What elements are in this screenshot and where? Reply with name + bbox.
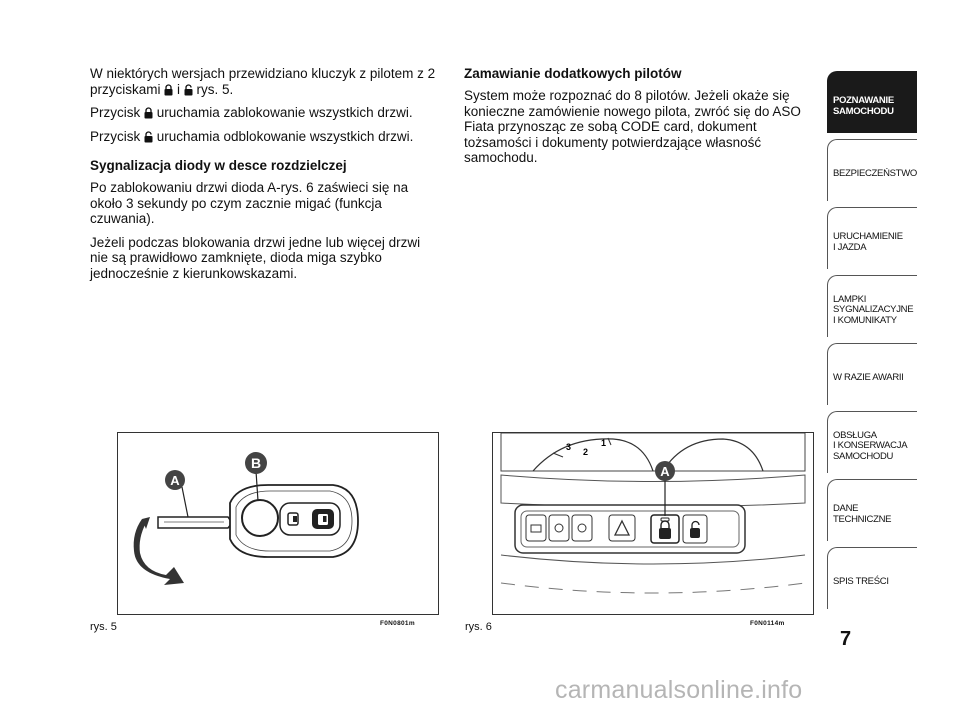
- paragraph-remotes: System może rozpoznać do 8 pilotów. Jeżeli okaże się konieczne zamówienie nowego pilota, zwróć się do ASO Fiata przynosząc ze sobą CODE card, dokument tożsamości i dokumenty potwierdzające własność samochodu.: [464, 88, 801, 165]
- chapter-tab-label: POZNAWANIE SAMOCHODU: [833, 95, 894, 117]
- figure-code: F0N0801m: [380, 620, 415, 627]
- figure-dashboard-switches: [492, 432, 814, 615]
- section-heading-led: Sygnalizacja diody w desce rozdzielczej: [90, 158, 347, 173]
- chapter-tab-8[interactable]: [827, 547, 917, 609]
- callout-b: B: [250, 455, 262, 471]
- paragraph-key-intro: W niektórych wersjach przewidziano kluczyk z pilotem z 2 przyciskami i rys. 5.: [90, 66, 436, 97]
- figure-caption: rys. 5: [90, 621, 117, 633]
- chapter-tab-2[interactable]: [827, 139, 917, 201]
- figure-key-remote: [117, 432, 439, 615]
- right-column: [464, 66, 814, 174]
- chapter-tab-label: URUCHAMIENIE I JAZDA: [833, 231, 903, 253]
- chapter-tab-7[interactable]: [827, 479, 917, 541]
- paragraph-lock-button: Przycisk uruchamia zablokowanie wszystkich drzwi.: [90, 105, 413, 120]
- dial-number-1: 1: [601, 438, 607, 448]
- section-heading-remotes: Zamawianie dodatkowych pilotów: [464, 66, 682, 81]
- chapter-tab-label: SPIS TREŚCI: [833, 576, 889, 588]
- switch-rear-defrost: [526, 515, 546, 541]
- hazard-switch: [609, 515, 635, 541]
- dial-number-2: 2: [583, 447, 589, 457]
- key-remote-illustration: [118, 433, 438, 614]
- chapter-tab-label: W RAZIE AWARII: [833, 372, 904, 384]
- figure-caption: rys. 6: [465, 621, 492, 633]
- padlock-open-icon: [184, 84, 193, 96]
- paragraph-unlock-button: Przycisk uruchamia odblokowanie wszystkich drzwi.: [90, 128, 414, 144]
- central-lock-switch: [651, 515, 679, 543]
- callout-a: A: [660, 464, 670, 479]
- chapter-tab-1[interactable]: [827, 71, 917, 133]
- chapter-tab-3[interactable]: [827, 207, 917, 269]
- padlock-open-icon: [144, 131, 153, 143]
- chapter-sidebar: [827, 71, 917, 615]
- dashboard-illustration: [493, 433, 813, 614]
- watermark: carmanualsonline.info: [555, 676, 803, 704]
- chapter-tab-6[interactable]: [827, 411, 917, 473]
- door-unlock-switch: [683, 515, 707, 543]
- callout-a: A: [170, 473, 180, 488]
- padlock-closed-icon: [144, 107, 153, 119]
- lock-button-icon: [288, 513, 298, 525]
- chapter-tab-label: DANE TECHNICZNE: [833, 503, 892, 525]
- chapter-tab-label: OBSŁUGA I KONSERWACJA SAMOCHODU: [833, 429, 908, 462]
- paragraph-led-lock: Po zablokowaniu drzwi dioda A-rys. 6 zaświeci się na około 3 sekundy po czym zacznie migać (funkcja czuwania).: [90, 180, 409, 226]
- padlock-closed-icon: [164, 84, 173, 96]
- chapter-tab-label: LAMPKI SYGNALIZACYJNE I KOMUNIKATY: [833, 293, 914, 326]
- unlock-button-icon: [312, 509, 334, 529]
- paragraph-led-warning: Jeżeli podczas blokowania drzwi jedne lub więcej drzwi nie są prawidłowo zamknięte, dioda miga szybko jednocześnie z kierunkowskazami.: [90, 234, 421, 281]
- dial-number-3: 3: [566, 442, 572, 452]
- chapter-tab-5[interactable]: [827, 343, 917, 405]
- page-number: 7: [840, 628, 852, 650]
- switch-fog-rear: [572, 515, 592, 541]
- chapter-tab-label: BEZPIECZEŃSTWO: [833, 168, 917, 180]
- figure-code: F0N0114m: [750, 620, 785, 627]
- left-column: [90, 66, 440, 289]
- switch-fog-front: [549, 515, 569, 541]
- chapter-tab-4[interactable]: [827, 275, 917, 337]
